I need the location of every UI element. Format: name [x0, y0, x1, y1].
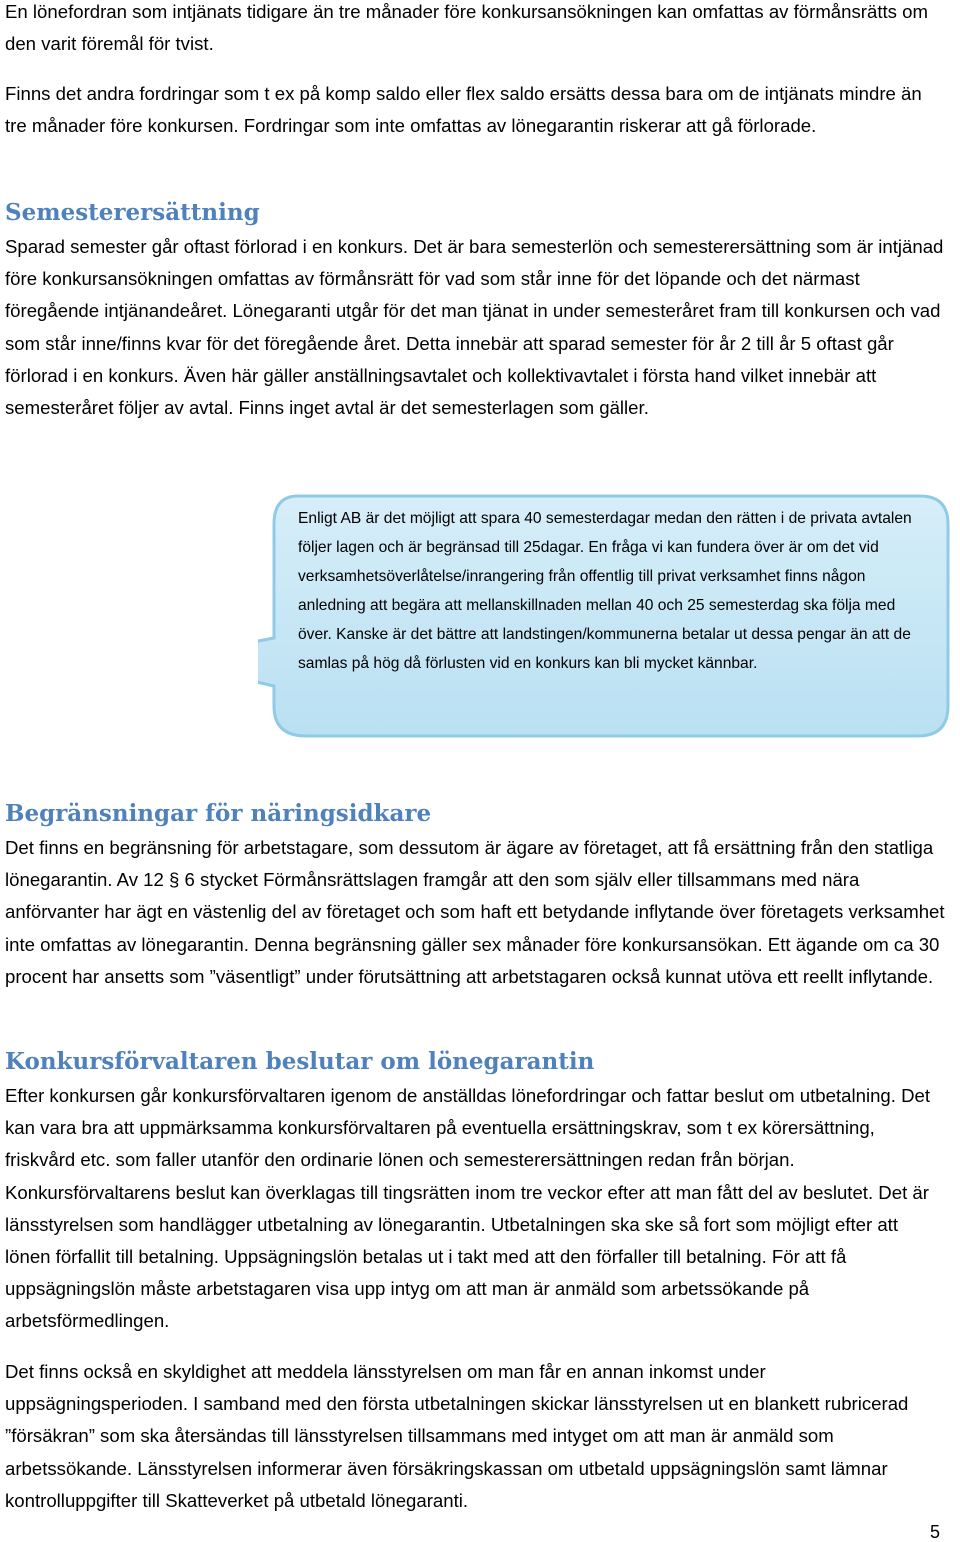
heading-begransningar: Begränsningar för näringsidkare: [5, 800, 432, 827]
semester-paragraph: Sparad semester går oftast förlorad i en konkurs. Det är bara semesterlön och semesterersättning som är intjänad före konkursansökningen omfattas av förmånsrätt för vad som står inne för det löpande och det närmast föregående intjänandeåret. Lönegaranti utgår för det man tjänat in under semesteråret fram till konkursen och vad som står inne/finns kvar för det föregående året. Detta innebär att sparad semester för år 2 till år 5 oftast går förlorad i en konkurs. Även här gäller anställningsavtalet och kollektivavtalet i första hand vilket innebär att semesteråret följer av avtal. Finns inget avtal är det semesterlagen som gäller.: [5, 236, 944, 419]
forvaltare-paragraph-2: Det finns också en skyldighet att meddela länsstyrelsen om man får en annan inkomst under uppsägningsperioden. I samband med den första utbetalningen skickar länsstyrelsen ut en blankett rubricerad ”försäkran” som ska återsändas till länsstyrelsen tillsammans med intyget om att man är anmäld som arbetssökande. Länsstyrelsen informerar även försäkringskassan om utbetald uppsägningslön samt lämnar kontrolluppgifter till Skatteverket på utbetald lönegaranti.: [5, 1361, 909, 1511]
intro-paragraph-1: En lönefordran som intjänats tidigare än tre månader före konkursansökningen kan omfattas av förmånsrätts om den varit föremål för tvist.: [5, 1, 928, 55]
heading-konkursforvaltaren: Konkursförvaltaren beslutar om lönegarantin: [5, 1048, 595, 1075]
intro-paragraph-2: Finns det andra fordringar som t ex på komp saldo eller flex saldo ersätts dessa bara om de intjänats mindre än tre månader före konkursen. Fordringar som inte omfattas av lönegarantin riskerar att gå förlorade.: [5, 83, 922, 137]
speech-bubble-text: Enligt AB är det möjligt att spara 40 semesterdagar medan den rätten i de privata avtalen följer lagen och är begränsad till 25dagar. En fråga vi kan fundera över är om det vid verksamhetsöverlåtelse/inrangering från offentlig till privat verksamhet finns någon anledning att begära att mellanskillnaden mellan 40 och 25 semesterdag ska följa med över. Kanske är det bättre att landstingen/kommunerna betalar ut dessa pengar än att de samlas på hög då förlusten vid en konkurs kan bli mycket kännbar.: [298, 510, 912, 672]
heading-semesterersattning: Semesterersättning: [5, 199, 260, 226]
forvaltare-paragraph-1: Efter konkursen går konkursförvaltaren igenom de anställdas lönefordringar och fattar beslut om utbetalning. Det kan vara bra att uppmärksamma konkursförvaltaren på eventuella ersättningskrav, som t ex körersättning, friskvård etc. som faller utanför den ordinarie lönen och semesterersättningen redan från början. Konkursförvaltarens beslut kan överklagas till tingsrätten inom tre veckor efter att man fått del av beslutet. Det är länsstyrelsen som handlägger utbetalning av lönegarantin. Utbetalningen ska ske så fort som möjligt efter att lönen förfallit till betalning. Uppsägningslön betalas ut i takt med att den förfaller till betalning. För att få uppsägningslön måste arbetstagaren visa upp intyg om att man är anmäld som arbetssökande på arbetsförmedlingen.: [5, 1085, 931, 1332]
page-number: 5: [929, 1522, 940, 1542]
naringsidkare-paragraph: Det finns en begränsning för arbetstagare, som dessutom är ägare av företaget, att få ersättning från den statliga lönegarantin. Av 12 § 6 stycket Förmånsrättslagen framgår att den som själv eller tillsammans med nära anförvanter har ägt en västenlig del av företaget och som haft ett betydande inflytande över företagets verksamhet inte omfattas av lönegarantin. Denna begränsning gäller sex månader före konkursansökan. Ett ägande om ca 30 procent har ansetts som ”väsentligt” under förutsättning att arbetstagaren också kunnat utöva ett reellt inflytande.: [5, 837, 945, 987]
